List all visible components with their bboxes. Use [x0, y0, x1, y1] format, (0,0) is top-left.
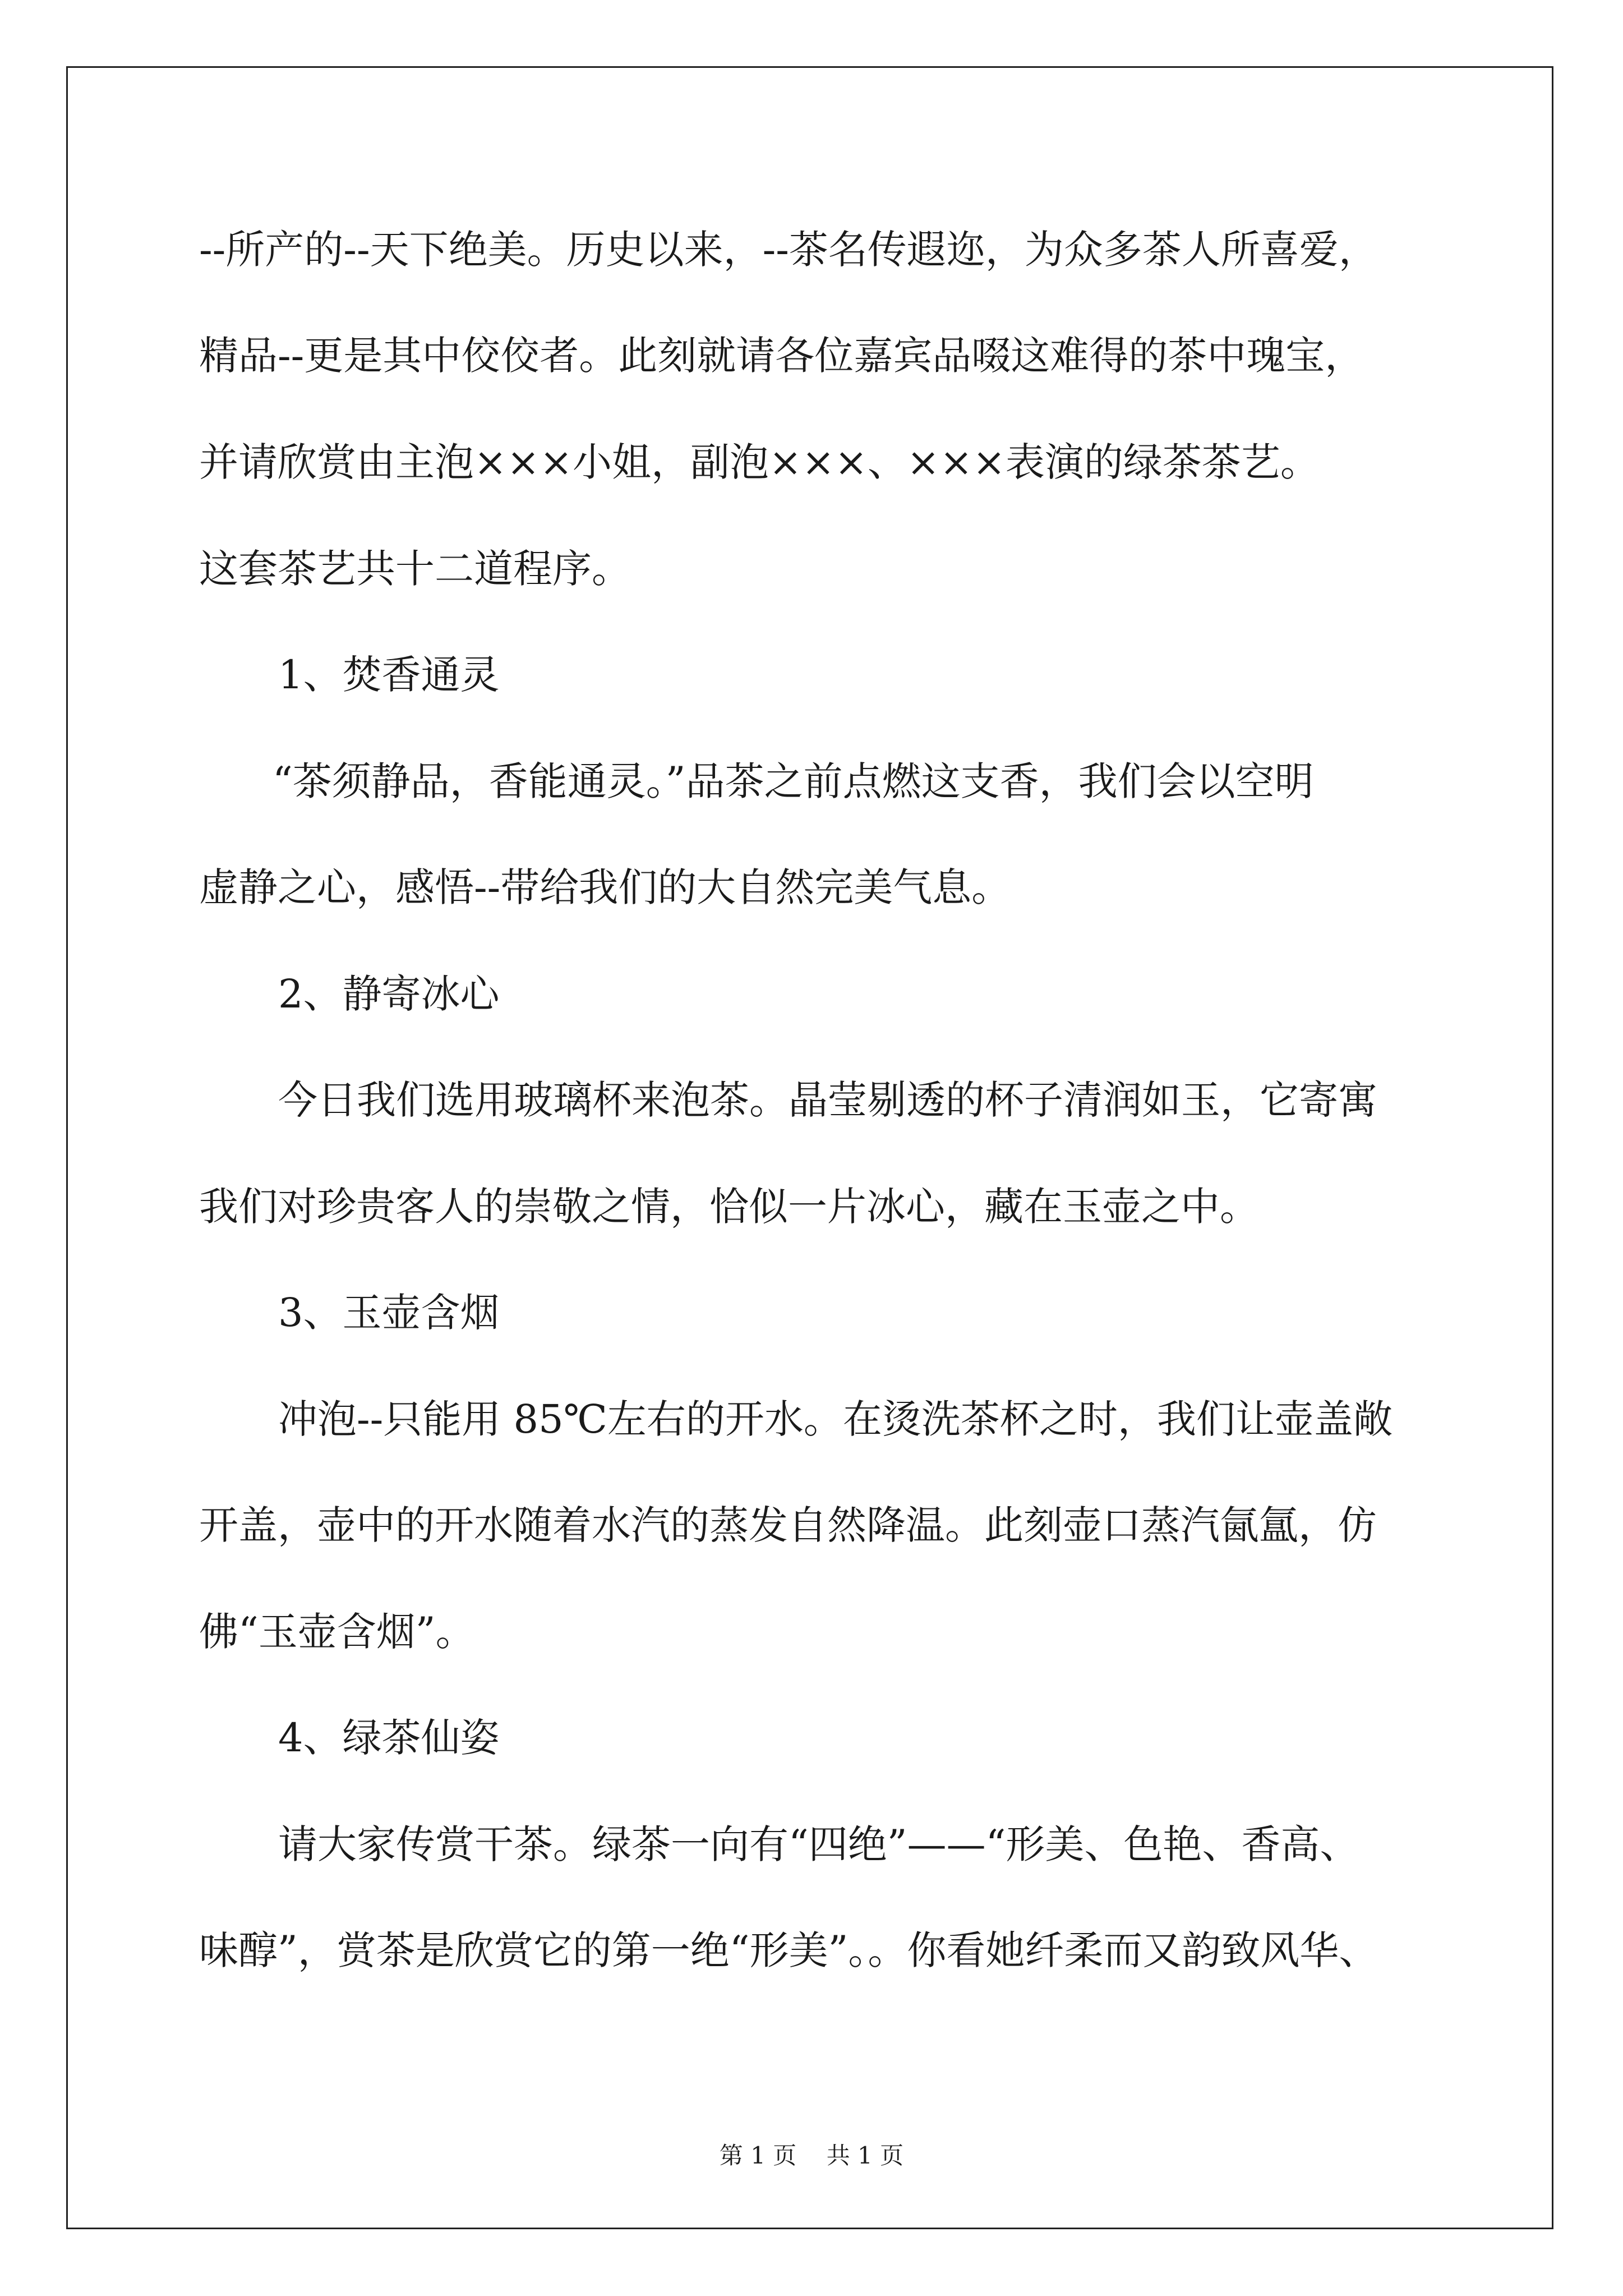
page-footer: [0, 2144, 1623, 2168]
page-border: [66, 66, 1553, 2229]
text-line-2: 精品--更是其中佼佼者。此刻就请各位嘉宾品啜这难得的茶中瑰宝，: [199, 333, 1364, 379]
text-line-3: 并请欣赏由主泡×××小姐，副泡×××、×××表演的绿茶茶艺。: [199, 439, 1320, 485]
section-heading-1: 1、焚香通灵: [278, 652, 500, 698]
text-line-7: 虚静之心，感悟--带给我们的大自然完美气息。: [199, 864, 1011, 910]
text-line-16: 请大家传赏干茶。绿茶一向有“四绝”——“形美、色艳、香高、: [278, 1821, 1359, 1867]
text-line-6: “茶须静品，香能通灵。”品茶之前点燃这支香，我们会以空明: [273, 758, 1314, 804]
text-line-10: 我们对珍贵客人的崇敬之情，恰似一片冰心，藏在玉壶之中。: [199, 1184, 1259, 1230]
page-number-label: 第 1 页 共 1 页: [719, 2142, 904, 2169]
section-heading-4: 4、绿茶仙姿: [278, 1715, 500, 1761]
text-line-1: --所产的--天下绝美。历史以来，--茶名传遐迩，为众多茶人所喜爱，: [199, 227, 1378, 273]
text-line-9: 今日我们选用玻璃杯来泡茶。晶莹剔透的杯子清润如玉，它寄寓: [278, 1077, 1377, 1123]
section-heading-3: 3、玉壶含烟: [278, 1290, 500, 1336]
text-line-4: 这套茶艺共十二道程序。: [199, 546, 631, 592]
text-line-13: 开盖，壶中的开水随着水汽的蒸发自然降温。此刻壶口蒸汽氤氲，仿: [199, 1502, 1377, 1548]
text-line-14: 佛“玉壶含烟”。: [199, 1609, 475, 1655]
text-line-17: 味醇”，赏茶是欣赏它的第一绝“形美”。。你看她纤柔而又韵致风华、: [199, 1927, 1378, 1973]
section-heading-2: 2、静寄冰心: [278, 971, 500, 1017]
text-line-12: 冲泡--只能用 85℃左右的开水。在烫洗茶杯之时，我们让壶盖敞: [278, 1396, 1393, 1442]
